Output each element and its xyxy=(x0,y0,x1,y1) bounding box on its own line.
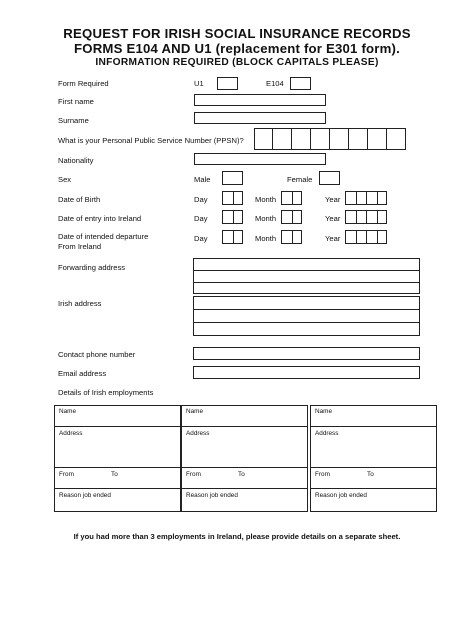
departure-year-field[interactable] xyxy=(345,230,387,244)
employment-to-label: To xyxy=(238,471,245,478)
departure-month-label: Month xyxy=(255,234,277,243)
u1-checkbox[interactable] xyxy=(217,77,238,90)
employment-name-label: Name xyxy=(59,408,77,415)
employment-reason-label: Reason job ended xyxy=(315,492,367,499)
entry-day-field[interactable] xyxy=(222,210,243,224)
employment-from-label: From xyxy=(59,471,74,478)
form-required-label: Form Required xyxy=(58,79,109,88)
email-field[interactable] xyxy=(193,366,420,379)
u1-label: U1 xyxy=(194,79,204,88)
dob-year-label: Year xyxy=(325,195,341,204)
employment-address-label: Address xyxy=(315,430,339,437)
dob-year-field[interactable] xyxy=(345,191,387,205)
male-checkbox[interactable] xyxy=(222,171,243,185)
employment-box-3[interactable] xyxy=(310,405,437,512)
female-checkbox[interactable] xyxy=(319,171,340,185)
form-title-line2: FORMS E104 AND U1 (replacement for E301 form). xyxy=(73,41,401,56)
departure-day-field[interactable] xyxy=(222,230,243,244)
ppsn-char-box[interactable] xyxy=(254,128,273,150)
surname-field[interactable] xyxy=(194,112,326,124)
departure-year-label: Year xyxy=(325,234,341,243)
employment-reason-label: Reason job ended xyxy=(59,492,111,499)
nationality-field[interactable] xyxy=(194,153,326,165)
e104-checkbox[interactable] xyxy=(290,77,311,90)
entry-month-label: Month xyxy=(255,214,277,223)
ppsn-char-box[interactable] xyxy=(387,128,406,150)
ppsn-field[interactable] xyxy=(254,128,406,150)
departure-date-label-line2: From Ireland xyxy=(58,242,102,251)
ppsn-char-box[interactable] xyxy=(368,128,387,150)
employment-to-label: To xyxy=(111,471,118,478)
ppsn-char-box[interactable] xyxy=(349,128,368,150)
ppsn-char-box[interactable] xyxy=(292,128,311,150)
departure-day-label: Day xyxy=(194,234,208,243)
ppsn-label: What is your Personal Public Service Number (PPSN)? xyxy=(58,136,244,145)
dob-day-label: Day xyxy=(194,195,208,204)
male-label: Male xyxy=(194,175,211,184)
entry-year-field[interactable] xyxy=(345,210,387,224)
entry-year-label: Year xyxy=(325,214,341,223)
dob-month-field[interactable] xyxy=(281,191,302,205)
first-name-label: First name xyxy=(58,97,94,106)
employment-to-label: To xyxy=(367,471,374,478)
irish-address-field[interactable] xyxy=(193,296,420,336)
employment-address-label: Address xyxy=(186,430,210,437)
form-title-line1: REQUEST FOR IRISH SOCIAL INSURANCE RECORDS xyxy=(63,26,411,41)
employment-from-label: From xyxy=(315,471,330,478)
ppsn-char-box[interactable] xyxy=(330,128,349,150)
form-subtitle: INFORMATION REQUIRED (BLOCK CAPITALS PLEASE) xyxy=(95,57,379,68)
employment-reason-label: Reason job ended xyxy=(186,492,238,499)
forwarding-address-label: Forwarding address xyxy=(58,263,126,272)
employment-name-label: Name xyxy=(315,408,333,415)
irish-address-label: Irish address xyxy=(58,299,102,308)
dob-day-field[interactable] xyxy=(222,191,243,205)
entry-day-label: Day xyxy=(194,214,208,223)
employment-box-2[interactable] xyxy=(181,405,308,512)
email-label: Email address xyxy=(58,369,107,378)
departure-month-field[interactable] xyxy=(281,230,302,244)
employment-from-label: From xyxy=(186,471,201,478)
ppsn-char-box[interactable] xyxy=(311,128,330,150)
phone-label: Contact phone number xyxy=(58,350,136,359)
female-label: Female xyxy=(287,175,313,184)
dob-label: Date of Birth xyxy=(58,195,101,204)
surname-label: Surname xyxy=(58,116,89,125)
first-name-field[interactable] xyxy=(194,94,326,106)
departure-date-label: Date of intended departure xyxy=(58,232,149,241)
employment-address-label: Address xyxy=(59,430,83,437)
footer-note: If you had more than 3 employments in Ireland, please provide details on a separate sheet. xyxy=(73,532,401,541)
employment-name-label: Name xyxy=(186,408,204,415)
sex-label: Sex xyxy=(58,175,72,184)
phone-field[interactable] xyxy=(193,347,420,360)
e104-label: E104 xyxy=(266,79,284,88)
dob-month-label: Month xyxy=(255,195,277,204)
employment-box-1[interactable] xyxy=(54,405,181,512)
entry-date-label: Date of entry into Ireland xyxy=(58,214,142,223)
ppsn-char-box[interactable] xyxy=(273,128,292,150)
entry-month-field[interactable] xyxy=(281,210,302,224)
employments-label: Details of Irish employments xyxy=(58,388,154,397)
forwarding-address-field[interactable] xyxy=(193,258,420,294)
nationality-label: Nationality xyxy=(58,156,94,165)
